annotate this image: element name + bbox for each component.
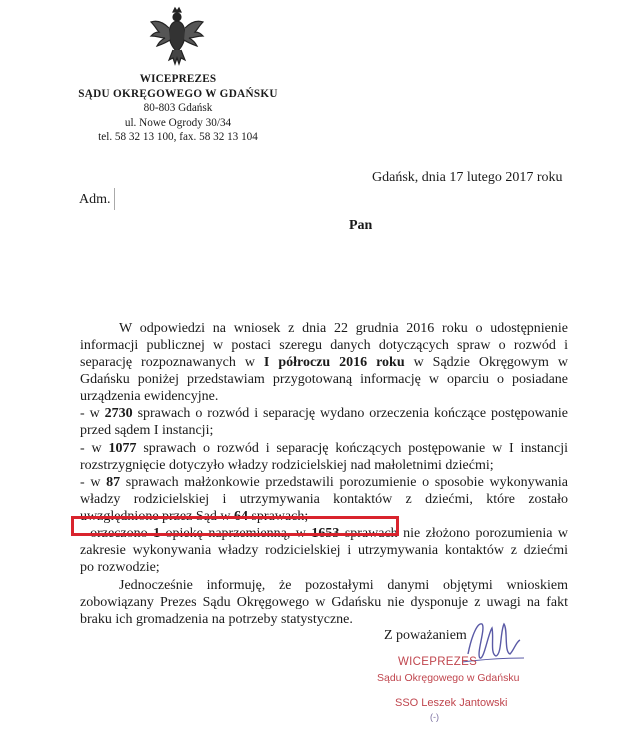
body-line: po rozwodzie;	[80, 560, 160, 575]
body-line: przed sądem I instancji;	[80, 423, 214, 438]
body-line: urządzenia ewidencyjne.	[80, 389, 219, 404]
closing-regards: Z poważaniem	[384, 628, 467, 643]
letterhead-title-1: WICEPREZES	[139, 73, 217, 85]
stamp-title: WICEPREZES	[398, 656, 478, 668]
list-item: - w 87 sprawach małżonkowie przedstawili porozumienie o sposobie wykonywania	[80, 475, 568, 490]
polish-eagle-emblem-icon	[149, 6, 205, 68]
stamp-mark: (-)	[430, 712, 439, 722]
adm-divider	[114, 188, 115, 210]
list-item: - w 2730 sprawach o rozwód i separację wydano orzeczenia kończące postępowanie	[80, 406, 569, 421]
letterhead-title	[40, 72, 316, 145]
list-item: - orzeczono 1 opiekę naprzemienną, w 1653 sprawach nie złożono porozumienia w	[80, 526, 568, 541]
highlight-box	[71, 516, 399, 536]
body-line: władzy rodzicielskiej i utrzymywania kontaktów z dziećmi, które zostało	[80, 492, 568, 507]
letter-date: Gdańsk, dnia 17 lutego 2017 roku	[372, 170, 563, 185]
recipient: Pan	[349, 218, 373, 233]
body-line: uwzględnione przez Sąd w 64 sprawach;	[80, 509, 309, 524]
body-line: Gdańsku poniżej przedstawiam przygotowaną informację w oparciu o posiadane	[80, 372, 568, 387]
body-line: W odpowiedzi na wniosek z dnia 22 grudnia 2016 roku o udostępnienie	[119, 321, 568, 336]
stamp-name: SSO Leszek Jantowski	[395, 697, 508, 709]
body-line: zakresie wykonywania władzy rodzicielskiej i utrzymywania kontaktów z dziećmi	[80, 543, 568, 558]
letterhead-postal: 80-803 Gdańsk	[143, 102, 213, 114]
body-line: informacji publicznej w postaci szeregu danych dotyczących spraw o rozwód i	[80, 338, 568, 353]
body-line: braku ich gromadzenia na potrzeby statystyczne.	[80, 612, 353, 627]
list-item: - w 1077 sprawach o rozwód i separację kończących postępowanie w I instancji	[80, 441, 568, 456]
letterhead-street: ul. Nowe Ogrody 30/34	[124, 116, 232, 129]
body-line: separację rozpoznawanych w I półroczu 2016 roku w Sądzie Okręgowym w	[80, 355, 568, 370]
body-line: zobowiązany Prezes Sądu Okręgowego w Gdańsku nie dysponuje z uwagi na fakt	[80, 595, 568, 610]
adm-reference: Adm.	[79, 192, 111, 207]
stamp-court: Sądu Okręgowego w Gdańsku	[377, 672, 520, 684]
body-line: Jednocześnie informuję, że pozostałymi danymi objętymi wnioskiem	[119, 578, 568, 593]
body-line: rozstrzygnięcie dotyczyło władzy rodzicielskiej nad małoletnimi dziećmi;	[80, 458, 494, 473]
letterhead-phone: tel. 58 32 13 100, fax. 58 32 13 104	[98, 131, 258, 143]
letterhead-title-2: SĄDU OKRĘGOWEGO W GDAŃSKU	[78, 87, 278, 100]
